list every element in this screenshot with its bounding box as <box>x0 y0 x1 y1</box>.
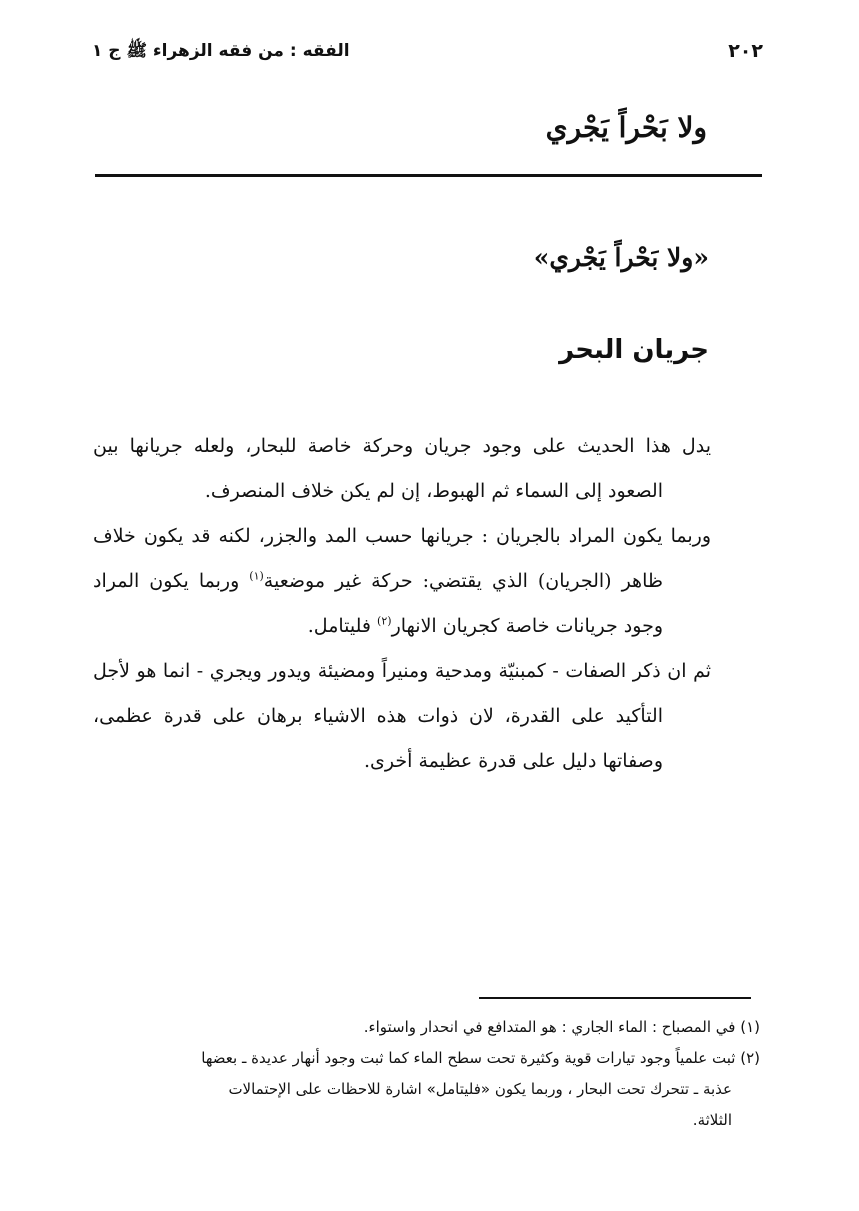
paragraph-line: خلاف ظاهر (الجريان) الذي يقتضي: حركة غير موضعية <box>93 525 663 592</box>
paragraph-line: هو لأجل التأكيد على القدرة، لان ذوات هذه الاشياء برهان على قدرة عظمى، <box>93 660 663 727</box>
footnote-2-continuation <box>92 1074 760 1105</box>
paragraph-line: فليتامل. <box>307 615 371 637</box>
footnote-1 <box>92 1012 760 1043</box>
paragraph-line: ثم ان ذكر الصفات - كمبنيّة ومدحية ومنيراً ومضيئة ويدور ويجري - انما <box>162 660 711 682</box>
paragraph-1 <box>93 424 711 514</box>
paragraph-line: وجود جريانات خاصة كجريان الانهار <box>391 615 663 637</box>
quote-heading: «ولا بَحْراً يَجْري» <box>533 243 709 272</box>
footnote-marker: (١) <box>740 1018 760 1036</box>
footnote-text: ثبت علمياً وجود تيارات قوية وكثيرة تحت سطح الماء كما ثبت وجود أنهار عديدة ـ بعضها <box>201 1049 736 1067</box>
body-text <box>93 424 711 784</box>
title-divider <box>95 174 762 177</box>
footnotes <box>92 1012 760 1136</box>
footnote-2 <box>92 1043 760 1074</box>
footnote-text: في المصباح : الماء الجاري : هو المتدافع في انحدار واستواء. <box>363 1018 736 1036</box>
footnote-ref-2[interactable]: (٢) <box>377 614 392 628</box>
sub-heading: جريان البحر <box>559 335 709 365</box>
paragraph-2 <box>93 514 711 649</box>
paragraph-line: وربما يكون المراد بالجريان : جريانها حسب المد والجزر، لكنه قد يكون <box>143 525 711 547</box>
section-title: ولا بَحْراً يَجْري <box>545 111 707 144</box>
footnote-text: عذبة ـ تتحرك تحت البحار ، وربما يكون «فليتامل» اشارة للاحظات على الإحتمالات <box>228 1080 732 1098</box>
paragraph-line: بين الصعود إلى السماء ثم الهبوط، إن لم يكن خلاف المنصرف. <box>93 435 663 502</box>
paragraph-3 <box>93 649 711 784</box>
book-title: الفقه : من فقه الزهراء ﷺ ج ١ <box>92 41 350 61</box>
footnote-marker: (٢) <box>740 1049 760 1067</box>
paragraph-line: وربما يكون المراد <box>93 570 240 592</box>
paragraph-line: يدل هذا الحديث على وجود جريان وحركة خاصة للبحار، ولعله جريانها <box>129 435 711 457</box>
paragraph-line: وصفاتها دليل على قدرة عظيمة أخرى. <box>363 750 663 772</box>
footnote-text: الثلاثة. <box>692 1111 732 1129</box>
footnote-ref-1[interactable]: (١) <box>249 569 264 583</box>
footnote-divider <box>479 997 751 999</box>
footnote-2-continuation <box>92 1105 760 1136</box>
page-number: ٢٠٢ <box>728 40 763 62</box>
running-header <box>92 36 763 66</box>
